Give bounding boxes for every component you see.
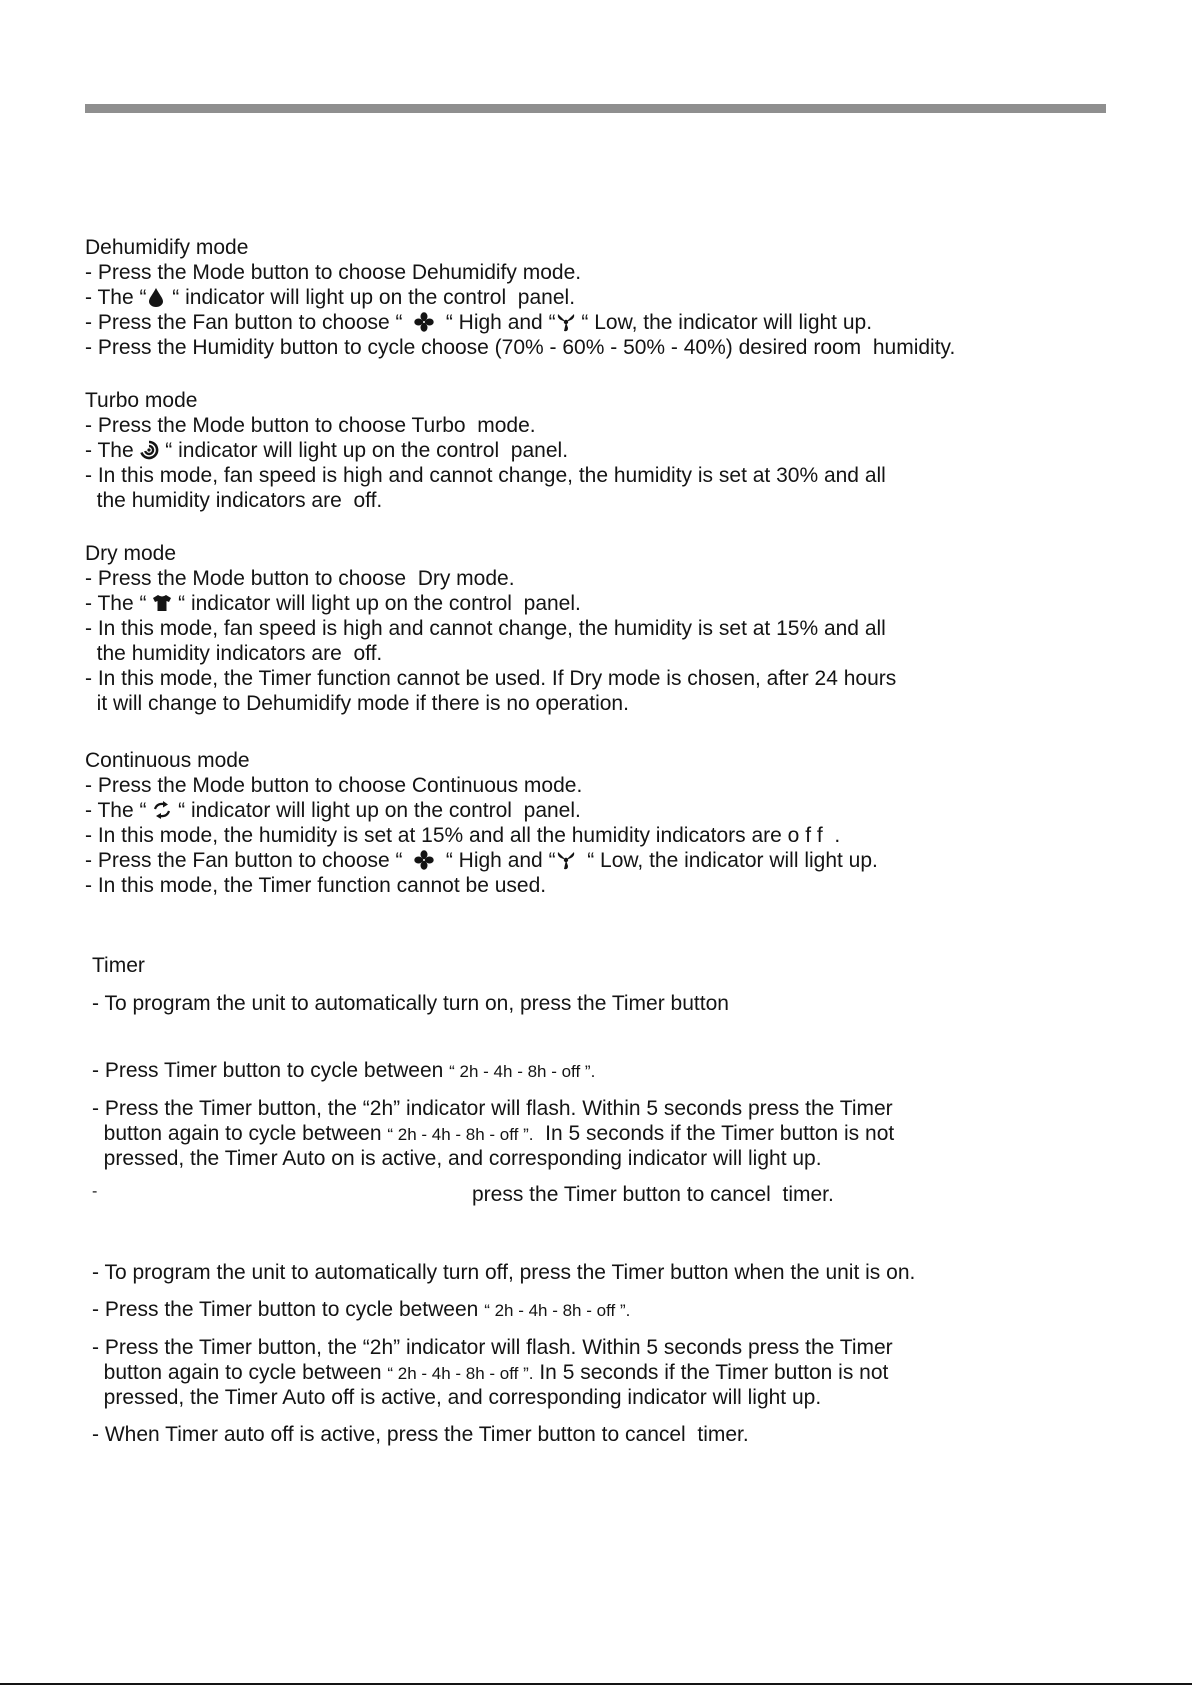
continuous-heading: Continuous mode: [85, 749, 250, 772]
timer-off-line-5: pressed, the Timer Auto off is active, and corresponding indicator will light up.: [92, 1386, 822, 1409]
timer-on-line-3: - Press the Timer button, the “2h” indicator will flash. Within 5 seconds press the Timer: [92, 1097, 893, 1120]
timer-off-line-6: - When Timer auto off is active, press the Timer button to cancel timer.: [92, 1423, 749, 1446]
timer-on-line-1: - To program the unit to automatically turn on, press the Timer button: [92, 992, 729, 1015]
dry-line-1: - Press the Mode button to choose Dry mode.: [85, 567, 515, 590]
timer-on-line-2: - Press Timer button to cycle between “ 2h - 4h - 8h - off ”.: [92, 1059, 596, 1082]
dehumidify-line-3: - Press the Fan button to choose “ “ High and “ “ Low, the indicator will light up.: [85, 311, 873, 334]
fan-high-icon: [414, 850, 434, 870]
timer-heading: Timer: [92, 954, 145, 977]
dry-line-2: - The “ “ indicator will light up on the control panel.: [85, 592, 581, 615]
dehumidify-line-1: - Press the Mode button to choose Dehumidify mode.: [85, 261, 582, 284]
timer-on-line-6: press the Timer button to cancel timer.: [472, 1183, 834, 1206]
timer-on-line-6-dash: -: [92, 1183, 98, 1200]
dehumidify-heading: Dehumidify mode: [85, 236, 249, 259]
turbo-line-1: - Press the Mode button to choose Turbo mode.: [85, 414, 536, 437]
fan-low-icon: [556, 850, 576, 870]
continuous-line-1: - Press the Mode button to choose Continuous mode.: [85, 774, 583, 797]
water-drop-icon: [146, 287, 166, 307]
timer-off-line-1: - To program the unit to automatically turn off, press the Timer button when the unit is on.: [92, 1261, 916, 1284]
dehumidify-line-2: - The “ “ indicator will light up on the control panel.: [85, 286, 576, 309]
turbo-line-3: - In this mode, fan speed is high and cannot change, the humidity is set at 30% and all: [85, 464, 886, 487]
fan-low-icon: [556, 312, 576, 332]
timer-on-line-5: pressed, the Timer Auto on is active, and corresponding indicator will light up.: [92, 1147, 822, 1170]
continuous-line-3: - In this mode, the humidity is set at 15% and all the humidity indicators are o f f .: [85, 824, 841, 847]
timer-off-line-3: - Press the Timer button, the “2h” indicator will flash. Within 5 seconds press the Timer: [92, 1336, 893, 1359]
continuous-line-5: - In this mode, the Timer function cannot be used.: [85, 874, 547, 897]
dry-line-6: it will change to Dehumidify mode if there is no operation.: [85, 692, 629, 715]
header-rule: [85, 104, 1106, 113]
turbo-line-2: - The “ indicator will light up on the control panel.: [85, 439, 569, 462]
continuous-line-2: - The “ “ indicator will light up on the control panel.: [85, 799, 581, 822]
turbo-line-4: the humidity indicators are off.: [85, 489, 383, 512]
fan-high-icon: [414, 312, 434, 332]
dry-line-5: - In this mode, the Timer function cannot be used. If Dry mode is chosen, after 24 hours: [85, 667, 897, 690]
dry-line-4: the humidity indicators are off.: [85, 642, 383, 665]
turbo-heading: Turbo mode: [85, 389, 198, 412]
continuous-line-4: - Press the Fan button to choose “ “ High and “ “ Low, the indicator will light up.: [85, 849, 878, 872]
dry-line-3: - In this mode, fan speed is high and cannot change, the humidity is set at 15% and all: [85, 617, 886, 640]
dehumidify-line-4: - Press the Humidity button to cycle choose (70% - 60% - 50% - 40%) desired room humidity.: [85, 336, 956, 359]
timer-on-line-4: button again to cycle between “ 2h - 4h - 8h - off ”. In 5 seconds if the Timer button is not: [92, 1122, 895, 1145]
dry-heading: Dry mode: [85, 542, 177, 565]
timer-off-line-2: - Press the Timer button to cycle between “ 2h - 4h - 8h - off ”.: [92, 1298, 631, 1321]
timer-off-line-4: button again to cycle between “ 2h - 4h - 8h - off ”. In 5 seconds if the Timer button is not: [92, 1361, 889, 1384]
continuous-arrows-icon: [152, 800, 172, 820]
turbo-swirl-icon: [139, 440, 159, 460]
shirt-icon: [152, 593, 172, 613]
